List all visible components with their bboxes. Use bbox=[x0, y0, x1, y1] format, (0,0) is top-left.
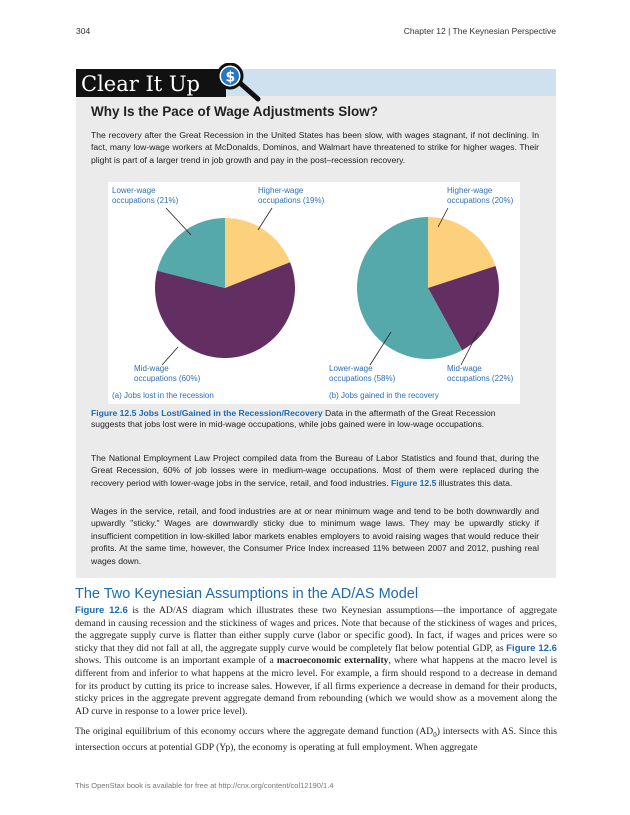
feature-paragraph-3: Wages in the service, retail, and food industries are at or near minimum wage and tend to be both downwardly and upwardly "sticky." Wages are downwardly sticky due to minimum wage laws. They may be upwardly sticky if insufficient competition in low-skilled labor markets enables employers to avoid raising wages that would reduce their profits. At the same time, however, the Consumer Price Index increased 11% between 2007 and 2012, pushing real wages down. bbox=[91, 506, 539, 566]
label-b-mid-2: occupations (22%) bbox=[447, 374, 514, 383]
label-a-lower-1: Lower-wage bbox=[112, 186, 156, 195]
svg-text:$: $ bbox=[225, 69, 236, 86]
chart-b-title: (b) Jobs gained in the recovery bbox=[329, 391, 439, 400]
key-term: macroeconomic externality bbox=[276, 655, 389, 667]
label-b-lower-1: Lower-wage bbox=[329, 364, 373, 373]
feature-title: Why Is the Pace of Wage Adjustments Slow? bbox=[91, 104, 379, 119]
figure-caption-ref[interactable]: Figure 12.5 Jobs Lost/Gained in the Recession/Recovery bbox=[91, 408, 323, 418]
chart-a-title: (a) Jobs lost in the recession bbox=[112, 391, 214, 400]
label-a-mid-2: occupations (60%) bbox=[134, 374, 201, 383]
label-a-higher-2: occupations (19%) bbox=[258, 196, 325, 205]
label-a-lower-2: occupations (21%) bbox=[112, 196, 179, 205]
label-b-higher-2: occupations (20%) bbox=[447, 196, 514, 205]
page-number: 304 bbox=[76, 26, 91, 36]
pie-charts-figure bbox=[108, 182, 520, 404]
label-a-mid-1: Mid-wage bbox=[134, 364, 169, 373]
svg-text:Clear It Up: Clear It Up bbox=[81, 72, 200, 96]
feature-paragraph-2: The National Employment Law Project compiled data from the Bureau of Labor Statistics and found that, during the Great Recession, 60% of job losses were in medium-wage occupations. Most of them were replaced during the recovery period with lower-wage jobs in the service, retail, and food industries. Figure 12.5 illustrates this data. bbox=[91, 453, 539, 488]
label-b-lower-2: occupations (58%) bbox=[329, 374, 396, 383]
label-b-higher-1: Higher-wage bbox=[447, 186, 493, 195]
clear-it-up-logo bbox=[72, 63, 264, 103]
page-footer: This OpenStax book is available for free at http://cnx.org/content/col12190/1.4 bbox=[75, 781, 334, 790]
figure-link[interactable]: Figure 12.5 bbox=[390, 477, 437, 488]
label-b-mid-1: Mid-wage bbox=[447, 364, 482, 373]
body-paragraph-1: Figure 12.6 is the AD/AS diagram which illustrates these two Keynesian assumptions—the importance of aggregate demand in causing recession and the stickiness of wages and prices. Note that because of the stickiness of wages and prices, the aggregate supply curve is flatter than either supply curve (labor or specific good). In fact, if wages and prices were so sticky that they did not fall at all, the aggregate supply curve would be completely flat below potential GDP, as Figure 12.6 shows. This outcome is an important example of a macroeconomic externality, where what happens at the macro level is different from and inferior to what happens at the micro level. For example, a firm should respond to a decrease in demand for its product by cutting its price to increase sales. However, if all firms experience a decrease in demand for their products, sticky prices in the aggregate prevent aggregate demand from rebounding (which we would show as a movement along the AD curve in response to a lower price level). bbox=[75, 605, 558, 717]
figure-caption-text: Data in the aftermath of the Great Recession suggests that jobs lost were in mid-wage occupations, while jobs gained were in low-wage occupations. bbox=[91, 408, 496, 430]
figure-link[interactable]: Figure 12.6 bbox=[506, 642, 557, 654]
body-paragraph-2: The original equilibrium of this economy occurs where the aggregate demand function $(AD_0)$ intersects with AS. Since this intersection occurs at potential GDP (Yp), the economy is operating at full employment. When aggregate bbox=[75, 726, 557, 753]
running-header: Chapter 12 | The Keynesian Perspective bbox=[403, 26, 556, 36]
figure-link[interactable]: Figure 12.6 bbox=[75, 605, 128, 616]
figure-caption bbox=[91, 408, 511, 431]
pie-chart-a bbox=[155, 218, 295, 358]
pie-chart-b bbox=[357, 217, 499, 359]
section-title: The Two Keynesian Assumptions in the AD/AS Model bbox=[75, 586, 419, 602]
feature-intro: The recovery after the Great Recession in the United States has been slow, with wages stagnant, if not declining. In fact, many low-wage workers at McDonalds, Dominos, and Walmart have threatened to strike for higher wages. Their plight is part of a larger trend in job growth and pay in the post–recession recovery. bbox=[91, 130, 539, 165]
label-a-higher-1: Higher-wage bbox=[258, 186, 304, 195]
